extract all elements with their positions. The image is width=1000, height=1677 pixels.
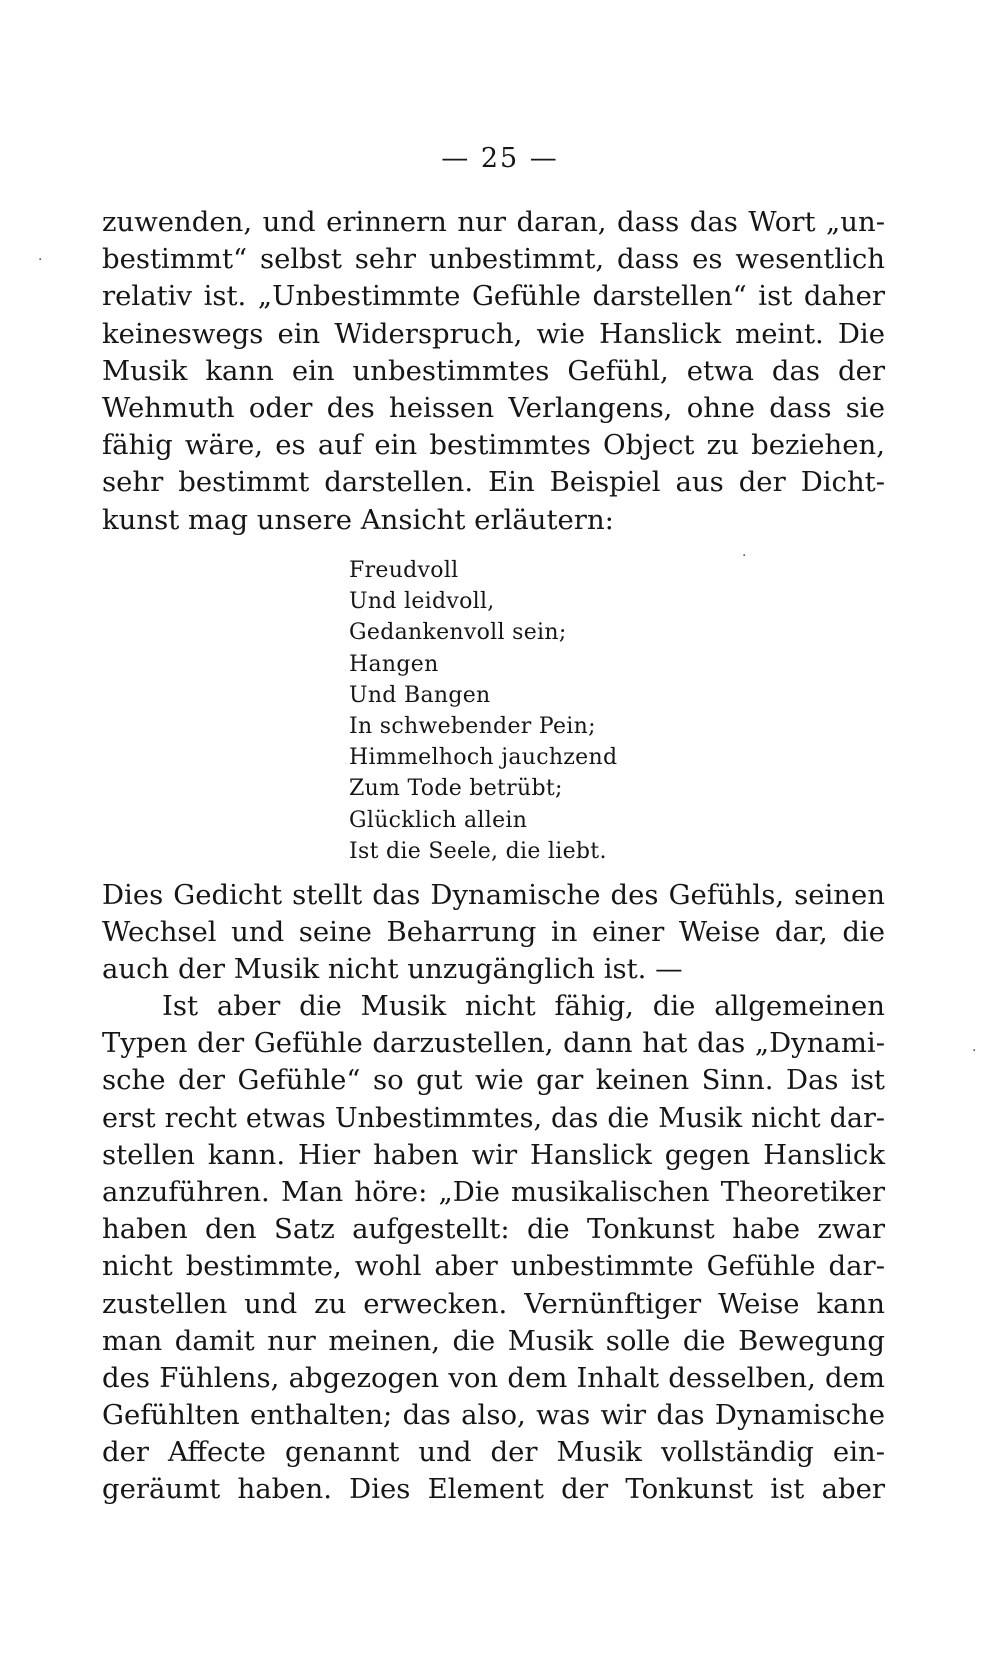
text-line: Ist aber die Musik nicht fähig, die allgemeinen	[162, 990, 885, 1022]
poem-line: Hangen	[349, 651, 439, 677]
text-line: stellen kann. Hier haben wir Hanslick gegen Hanslick	[102, 1138, 885, 1171]
text-line: Wechsel und seine Beharrung in einer Weise dar, die	[102, 916, 885, 949]
text-line: keineswegs ein Widerspruch, wie Hanslick meint. Die	[102, 317, 885, 350]
text-line: kunst mag unsere Ansicht erläutern:	[102, 503, 614, 536]
paragraph-1	[102, 204, 885, 539]
text-line: des Fühlens, abgezogen von dem Inhalt desselben, dem	[102, 1361, 885, 1394]
text-line: nicht bestimmte, wohl aber unbestimmte Gefühle dar-	[102, 1250, 885, 1283]
scan-speck: ·	[972, 1043, 977, 1059]
text-line: anzuführen. Man höre: „Die musikalischen Theoretiker	[102, 1175, 885, 1208]
text-line: bestimmt“ selbst sehr unbestimmt, dass es wesentlich	[102, 243, 885, 276]
text-line: fähig wäre, es auf ein bestimmtes Object zu beziehen,	[102, 429, 885, 462]
text-line: der Affecte genannt und der Musik vollständig ein-	[102, 1436, 885, 1469]
text-line: geräumt haben. Dies Element der Tonkunst ist aber	[102, 1473, 885, 1506]
scan-speck: ·	[38, 252, 43, 268]
text-line: man damit nur meinen, die Musik solle die Bewegung	[102, 1324, 885, 1357]
text-line: erst recht etwas Unbestimmtes, das die Musik nicht dar-	[102, 1102, 885, 1134]
poem-line: Zum Tode betrübt;	[349, 776, 563, 802]
poem-line: Und Bangen	[349, 682, 491, 708]
text-line: auch der Musik nicht unzugänglich ist. —	[102, 953, 683, 986]
poem-line: Ist die Seele, die liebt.	[349, 838, 607, 864]
scan-speck: ·	[742, 548, 747, 564]
paragraph-3	[102, 988, 885, 1509]
poem-line: Glücklich allein	[349, 807, 528, 833]
text-line: Gefühlten enthalten; das also, was wir das Dynamische	[102, 1399, 885, 1432]
text-line: Dies Gedicht stellt das Dynamische des Gefühls, seinen	[102, 879, 885, 911]
poem-line: Himmelhoch jauchzend	[349, 745, 618, 771]
poem-line: In schwebender Pein;	[349, 713, 596, 739]
text-line: Wehmuth oder des heissen Verlangens, ohne dass sie	[102, 391, 885, 424]
page-number: — 25 —	[441, 143, 559, 174]
paragraph-2	[102, 877, 885, 989]
poem-line: Freudvoll	[349, 558, 459, 583]
text-line: sehr bestimmt darstellen. Ein Beispiel aus der Dicht-	[102, 466, 885, 499]
poem-line: Gedankenvoll sein;	[349, 620, 567, 646]
text-line: Typen der Gefühle darzustellen, dann hat das „Dynami-	[102, 1027, 885, 1060]
text-line: Musik kann ein unbestimmtes Gefühl, etwa das der	[102, 354, 885, 387]
text-line: relativ ist. „Unbestimmte Gefühle darstellen“ ist daher	[102, 280, 885, 313]
text-line: zustellen und zu erwecken. Vernünftiger Weise kann	[102, 1287, 885, 1320]
text-line: haben den Satz aufgestellt: die Tonkunst habe zwar	[102, 1213, 885, 1246]
poem-quotation	[349, 555, 689, 867]
poem-line: Und leidvoll,	[349, 589, 495, 615]
text-line: sche der Gefühle“ so gut wie gar keinen Sinn. Das ist	[102, 1064, 885, 1097]
text-line: zuwenden, und erinnern nur daran, dass das Wort „un-	[102, 206, 885, 238]
